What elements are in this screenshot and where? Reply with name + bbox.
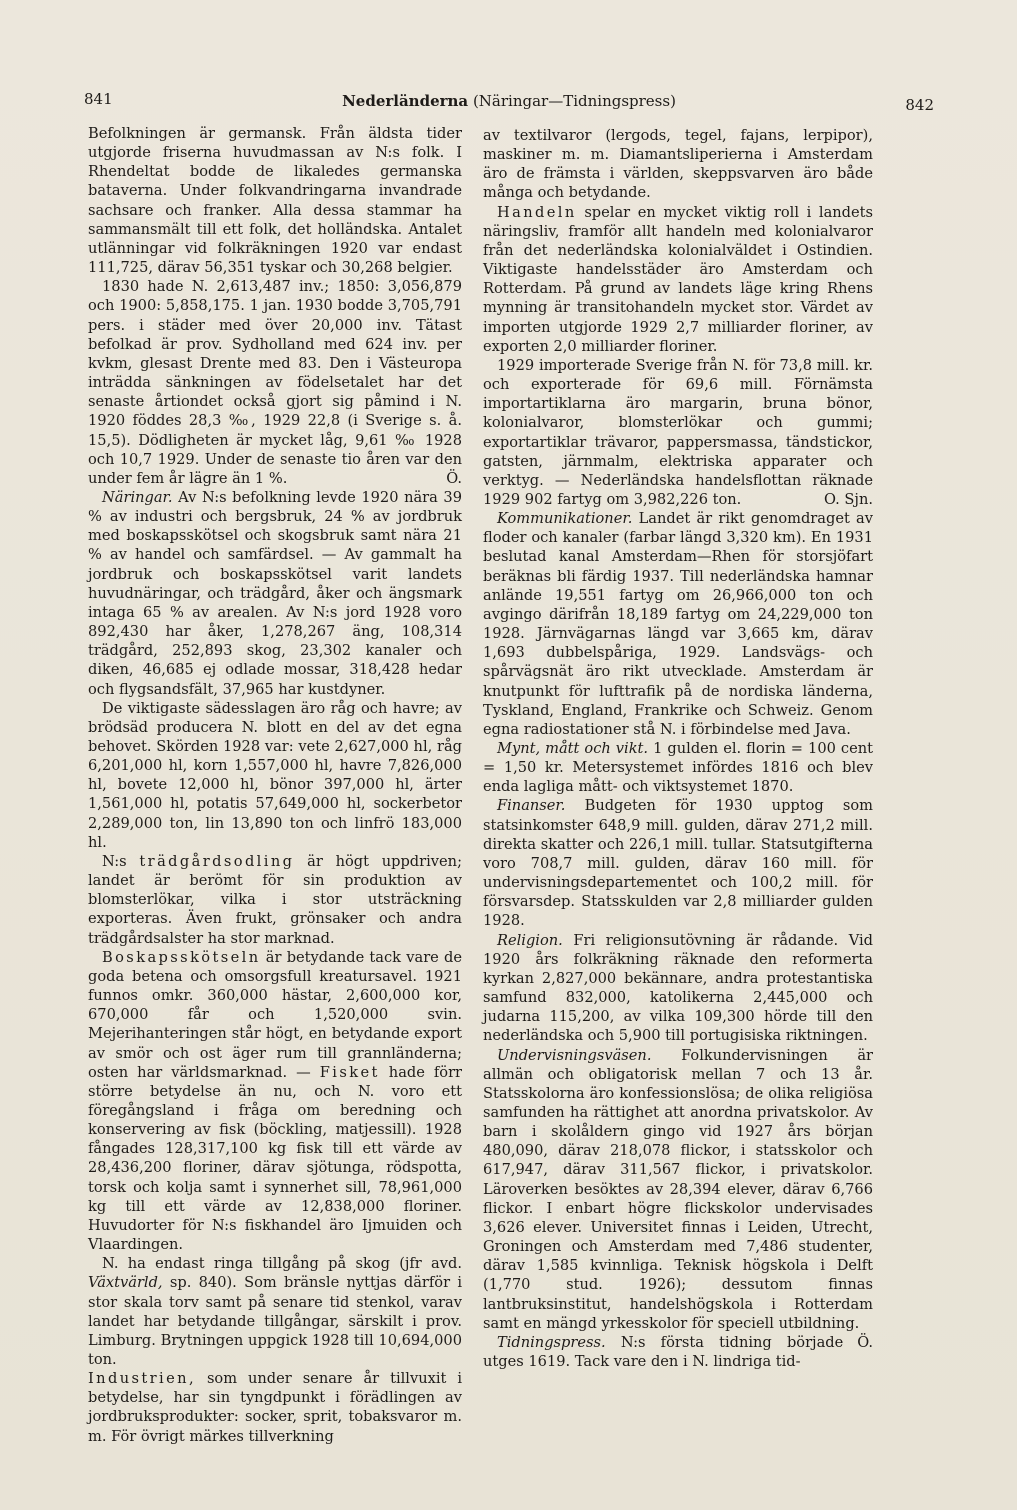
paragraph-handeln: Handeln spelar en mycket viktig roll i landets näringsliv, framför allt handeln med kolonialvaror från det nederländska kolonialväldet i Ostindien. Viktigaste handelsstäder äro Amsterdam och Rotterdam. På grund av landets läge kring Rhens mynning är transitohandeln mycket stor. Värdet av importen utgjorde 1929 2,7 milliarder floriner, av exporten 2,0 milliarder floriner.: [483, 203, 874, 355]
paragraph-tradgardsodling: N:s trädgårdsodling är högt uppdriven; landet är berömt för sin produktion av blomsterlökar, vilka i stor utsträckning exporteras. Även frukt, grönsaker och andra trädgårdsalster ha stor marknad.: [88, 852, 462, 947]
page-number-left: 841: [84, 90, 113, 108]
paragraph-textil: av textilvaror (lergods, tegel, fajans, lerpipor), maskiner m. m. Diamantsliperierna i Amsterdam äro de främsta i världen, skeppsvarven äro både många och betydande.: [483, 127, 873, 202]
author-signature: Ö.: [446, 469, 462, 487]
paragraph-boskapsskotsel: Boskapsskötseln är betydande tack vare de goda betena och omsorgsfull kreatursavel. 1921 funnos omkr. 360,000 hästar, 2,600,000 kor, 670,000 får och 1,520,000 svin. Mejerihanteringen står högt, en betydande export av smör och ost äger rum till grannländerna; osten har världsmarknad. — Fisket hade förr större betydelse än nu, och N. voro ett föregångsland i fråga om beredning och konservering av fisk (böckling, matjessill). 1928 fångades 128,317,100 kg fisk till ett värde av 28,436,200 floriner, därav sjötunga, rödspotta, torsk och kolja samt i synnerhet sill, 78,961,000 kg till ett värde av 12,838,000 floriner. Huvudorter för N:s fiskhandel äro Ijmuiden och Vlaardingen.: [88, 948, 463, 1254]
running-header: [84, 90, 934, 120]
keyword-tradgardsodling: trädgårdsodling: [139, 852, 295, 870]
left-column: [88, 124, 462, 1446]
page-number-right: 842: [905, 96, 934, 114]
paragraph-religion: Religion. Fri religionsutövning är rådande. Vid 1920 års folkräkning räknade den reformerta kyrkan 2,827,000 bekännare, andra protestantiska samfund 832,000, katolikerna 2,445,000 och judarna 115,200, av vilka 109,300 hörde till den nederländska och 5,900 till portugisiska riktningen.: [483, 931, 874, 1045]
paragraph-befolkning: Befolkningen är germansk. Från äldsta tider utgjorde friserna huvudmassan av N:s folk. I Rhendeltat bodde de likaledes germanska bataverna. Under folkvandringarna invandrade sachsare och franker. Alla dessa stammar ha sammansmält till ett folk, det holländska. Antalet utlänningar vid folkräkningen 1920 var endast 111,725, därav 56,351 tyskar och 30,268 belgier.: [88, 125, 462, 277]
paragraph-sverige-handel: 1929 importerade Sverige från N. för 73,8 mill. kr. och exporterade för 69,6 mill. Förnämsta importartiklarna äro margarin, bruna bönor, kolonialvaror, blomsterlökar och gummi; exportartiklar trävaror, pappersmassa, tändstickor, gatsten, järnmalm, elektriska apparater och verktyg. — Nederländska handelsflottan räknade 1929 902 fartyg om 3,982,226 ton. O. Sjn.: [483, 356, 873, 508]
keyword-industrien: Industrien,: [88, 1370, 196, 1388]
author-signature: Ö.: [857, 1333, 873, 1351]
section-heading-tidningspress: Tidningspress.: [497, 1333, 606, 1351]
right-column: [483, 126, 873, 1371]
paragraph-undervisning: Undervisningsväsen. Folkundervisningen är allmän och obligatorisk mellan 7 och 13 år. Statsskolorna äro konfessionslösa; de olika religiösa samfunden ha rättighet att anordna privatskolor. Av barn i skolåldern gingo vid 1927 års början 480,090, därav 218,078 flickor, i statsskolor och 617,947, därav 311,567 flickor, i privatskolor. Läroverken besöktes av 28,394 elever, därav 6,766 flickor. I enbart högre flickskolor undervisades 3,626 elever. Universitet finnas i Leiden, Utrecht, Groningen och Amsterdam med 7,486 studenter, därav 1,585 kvinnliga. Teknisk högskola i Delft (1,770 stud. 1926); dessutom finnas lantbruksinstitut, handelshögskola i Rotterdam samt en mängd yrkesskolor för speciell utbildning. Ö.: [483, 1046, 874, 1351]
section-heading-naringar: Näringar.: [102, 488, 173, 506]
paragraph-tidningspress: Tidningspress. N:s första tidning började utges 1619. Tack vare den i N. lindriga tid-: [483, 1333, 844, 1370]
keyword-handeln: Handeln: [497, 203, 577, 221]
paragraph-skog: N. ha endast ringa tillgång på skog (jfr avd. Växtvärld, sp. 840). Som bränsle nyttjas därför i stor skala torv samt på senare tid stenkol, varav landet har betydande tillgångar, särskilt i prov. Limburg. Brytningen uppgick 1928 till 10,694,000 ton.: [88, 1255, 463, 1368]
cross-reference: Växtvärld,: [88, 1274, 163, 1292]
paragraph-industrien: Industrien, som under senare år tillvuxit i betydelse, har sin tyngdpunkt i förädlingen av jordbruksprodukter: socker, sprit, tobaksvaror m. m. För övrigt märkes tillverkning: [88, 1370, 462, 1445]
running-title-main: Nederländerna: [342, 92, 469, 110]
paragraph-finanser: Finanser. Budgeten för 1930 upptog som statsinkomster 648,9 mill. gulden, därav 271,2 mill. direkta skatter och 226,1 mill. tullar. Statsutgifterna voro 708,7 mill. gulden, därav 160 mill. för undervisningsdepartementet och 100,2 mill. för försvarsdep. Statsskulden var 2,8 milliarder gulden 1928.: [483, 797, 873, 930]
keyword-fisket: Fisket: [319, 1063, 380, 1081]
section-heading-finanser: Finanser.: [497, 797, 566, 815]
section-heading-religion: Religion.: [497, 931, 563, 949]
section-heading-kommunikationer: Kommunikationer.: [497, 510, 633, 528]
section-heading-undervisning: Undervisningsväsen.: [497, 1046, 652, 1064]
running-title: [84, 92, 934, 110]
paragraph-naringar: Näringar. Av N:s befolkning levde 1920 nära 39 % av industri och bergsbruk, 24 % av jordbruk med boskapsskötsel och skogsbruk samt nära 21 % av handel och samfärdsel. — Av gammalt ha jordbruk och boskapsskötsel varit landets huvudnäringar, och trädgård, åker och ängsmark intaga 65 % av arealen. Av N:s jord 1928 voro 892,430 har åker, 1,278,267 äng, 108,314 trädgård, 252,893 skog, 23,302 kanaler och diken, 46,685 ej odlade mossar, 318,428 hedar och flygsandsfält, 37,965 har kustdyner.: [88, 488, 463, 698]
paragraph-kommunikationer: Kommunikationer. Landet är rikt genomdraget av floder och kanaler (farbar längd 3,320 km). En 1931 beslutad kanal Amsterdam—Rhen för storsjöfart beräknas bli färdig 1937. Till nederländska hamnar anlände 19,551 fartyg om 26,966,000 ton och avgingo därifrån 18,189 fartyg om 24,229,000 ton 1928. Järnvägarnas längd var 3,665 km, därav 1,693 dubbelspåriga, 1929. Landsvägs- och spårvägsnät äro rikt utvecklade. Amsterdam är knutpunkt för lufttrafik på de nordiska länderna, Tyskland, England, Frankrike och Schweiz. Genom egna radiostationer stå N. i förbindelse med Java.: [483, 510, 873, 738]
author-signature: O. Sjn.: [824, 490, 873, 508]
running-title-sub: (Näringar—Tidningspress): [472, 92, 676, 110]
paragraph-population-stats: 1830 hade N. 2,613,487 inv.; 1850: 3,056,879 och 1900: 5,858,175. 1 jan. 1930 bodde 3,705,791 pers. i städer med över 20,000 inv. Tätast befolkad är prov. Sydholland med 624 inv. per kvkm, glesast Drente med 83. Den i Västeuropa inträdda sänkningen av födelsetalet har det senaste årtiondet också gjort sig påmind i N. 1920 föddes 28,3 ‰, 1929 22,8 (i Sverige s. å. 15,5). Dödligheten är mycket låg, 9,61 ‰ 1928 och 10,7 1929. Under de senaste tio åren var den under fem år lägre än 1 %. Ö.: [88, 278, 462, 487]
paragraph-sadesslag: De viktigaste sädesslagen äro råg och havre; av brödsäd producera N. blott en del av det egna behovet. Skörden 1928 var: vete 2,627,000 hl, råg 6,201,000 hl, korn 1,557,000 hl, havre 7,826,000 hl, bovete 12,000 hl, bönor 397,000 hl, ärter 1,561,000 hl, potatis 57,649,000 hl, sockerbetor 2,289,000 ton, lin 13,890 ton och linfrö 183,000 hl.: [88, 699, 462, 851]
paragraph-mynt: Mynt, mått och vikt. 1 gulden el. florin = 100 cent = 1,50 kr. Metersystemet infördes 1816 och blev enda lagliga mått- och viktsystemet 1870.: [483, 740, 873, 796]
keyword-boskapsskotsel: Boskapsskötseln: [102, 948, 261, 966]
section-heading-mynt: Mynt, mått och vikt.: [497, 740, 649, 757]
